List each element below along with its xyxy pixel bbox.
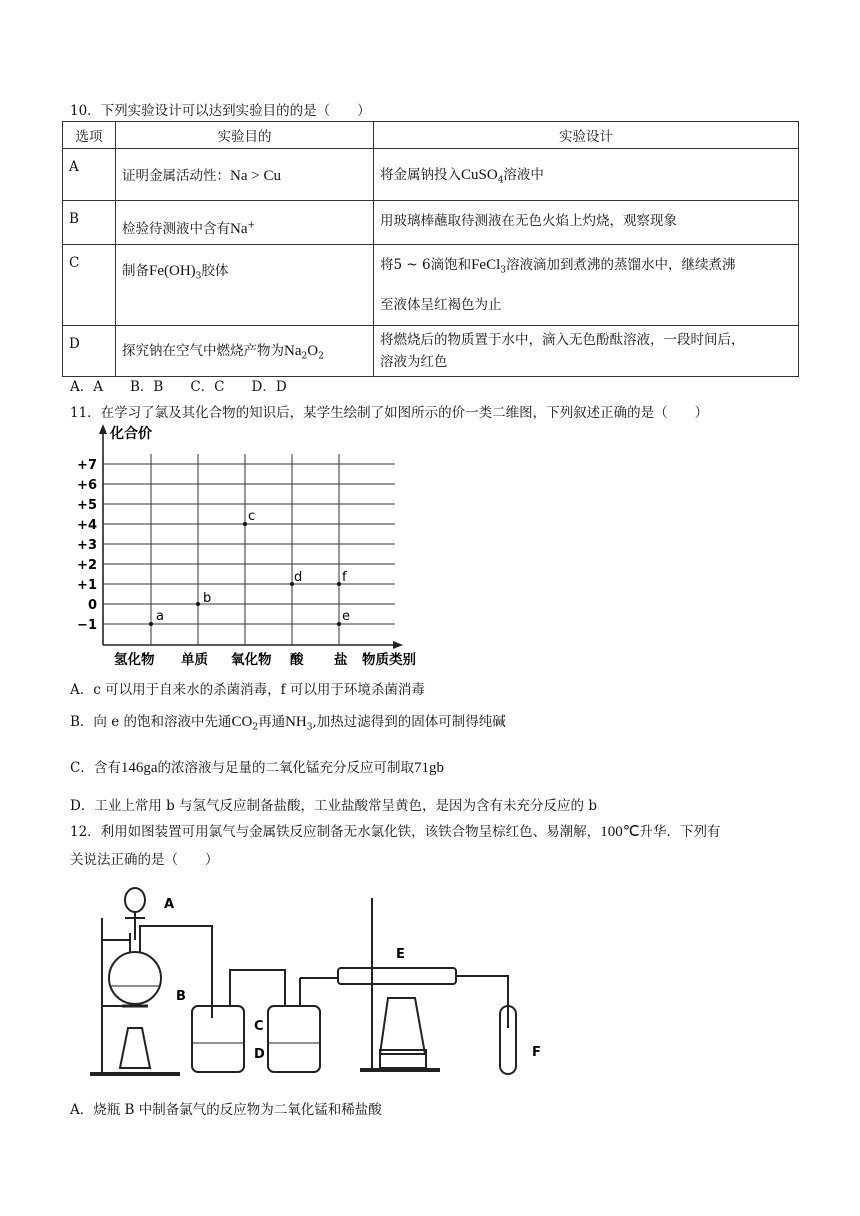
y-tick-label: +1 bbox=[77, 578, 97, 593]
q11-option-c: C．含有146ga的浓溶液与足量的二氧化锰充分反应可制取71gb bbox=[70, 760, 445, 776]
valence-class-chart-svg bbox=[70, 422, 430, 672]
y-axis-title: 化合价 bbox=[110, 426, 152, 442]
y-tick-label: +3 bbox=[77, 538, 97, 553]
table-row bbox=[63, 201, 799, 245]
q11-stem: 11．在学习了氯及其化合物的知识后，某学生绘制了如图所示的价一类二维图，下列叙述正确的是（ ） bbox=[70, 405, 709, 421]
apparatus-svg bbox=[80, 878, 560, 1086]
point-label-f: f bbox=[342, 570, 347, 585]
row-goal: 证明金属活动性：Na > Cu bbox=[116, 149, 374, 201]
row-option: A bbox=[63, 149, 116, 201]
label-d: D bbox=[254, 1047, 265, 1062]
vertical-grid bbox=[151, 454, 339, 645]
label-b: B bbox=[176, 989, 186, 1004]
burner-base-2 bbox=[380, 1050, 426, 1068]
y-tick-label: +5 bbox=[77, 498, 97, 513]
label-a: A bbox=[164, 897, 175, 912]
bottle-d bbox=[268, 1006, 320, 1072]
q11-option-d: D．工业上常用 b 与氢气反应制备盐酸，工业盐酸常呈黄色，是因为含有未充分反应的 b bbox=[70, 798, 597, 814]
x-label: 单质 bbox=[181, 652, 208, 668]
row-design: 将5 ~ 6滴饱和FeCl$_3$溶液滴加到煮沸的蒸馏水中，继续煮沸 至液体呈红褐色为止 bbox=[374, 245, 799, 326]
x-label: 氧化物 bbox=[231, 652, 272, 668]
header-option: 选项 bbox=[63, 122, 116, 149]
y-tick-label: 0 bbox=[87, 598, 97, 613]
y-tick-label: −1 bbox=[77, 618, 97, 633]
q10-stem: 10．下列实验设计可以达到实验目的的是（ ） bbox=[70, 103, 371, 119]
point-e bbox=[337, 622, 341, 626]
y-tick-label: +2 bbox=[77, 558, 97, 573]
row-goal: 探究钠在空气中燃烧产物为$Na_2O_2$ bbox=[116, 325, 374, 376]
point-label-a: a bbox=[156, 609, 164, 624]
q12-option-a: A．烧瓶 B 中制备氯气的反应物为二氧化锰和稀盐酸 bbox=[70, 1102, 382, 1118]
label-e: E bbox=[396, 947, 405, 962]
row-design: 用玻璃棒蘸取待测液在无色火焰上灼烧，观察现象 bbox=[374, 201, 799, 245]
x-label: 盐 bbox=[334, 652, 348, 668]
y-tick-label: +4 bbox=[77, 518, 97, 533]
y-tick-label: +7 bbox=[77, 458, 97, 473]
row-goal: 制备$Fe(OH)_3$胶体 bbox=[116, 245, 374, 326]
table-header-row bbox=[63, 122, 799, 149]
point-label-e: e bbox=[342, 609, 350, 624]
x-label: 氢化物 bbox=[114, 652, 155, 668]
header-design: 实验设计 bbox=[374, 122, 799, 149]
point-c bbox=[243, 522, 247, 526]
y-axis-arrow bbox=[99, 424, 107, 434]
q12-stem-line1: 12．利用如图装置可用氯气与金属铁反应制备无水氯化铁，该铁合物呈棕红色、易潮解，100℃升华．下列有 bbox=[70, 824, 721, 840]
flask-b bbox=[109, 952, 161, 1004]
horizontal-grid bbox=[103, 464, 395, 624]
apparatus-diagram bbox=[80, 878, 560, 1086]
experiment-table bbox=[62, 121, 799, 377]
x-label: 物质类别 bbox=[362, 652, 416, 668]
y-tick-label: +6 bbox=[77, 478, 97, 493]
point-b bbox=[196, 602, 200, 606]
label-f: F bbox=[532, 1045, 541, 1060]
q11-option-b: B．向 e 的饱和溶液中先通$CO_2$再通$NH_3$,加热过滤得到的固体可制得纯碱 bbox=[70, 714, 506, 733]
label-c: C bbox=[254, 1019, 264, 1034]
row-design: 将燃烧后的物质置于水中，滴入无色酚酞溶液，一段时间后， 溶液为红色 bbox=[374, 325, 799, 376]
table-row bbox=[63, 325, 799, 376]
point-f bbox=[337, 582, 341, 586]
row-option: B bbox=[63, 201, 116, 245]
point-label-d: d bbox=[294, 570, 303, 585]
row-option: D bbox=[63, 325, 116, 376]
row-design: 将金属钠投入CuSO$_4$溶液中 bbox=[374, 149, 799, 201]
funnel-a bbox=[125, 888, 145, 912]
header-goal: 实验目的 bbox=[116, 122, 374, 149]
row-goal: 检验待测液中含有Na+ bbox=[116, 201, 374, 245]
table-row bbox=[63, 245, 799, 326]
q11-option-a: A．c 可以用于自来水的杀菌消毒，f 可以用于环境杀菌消毒 bbox=[70, 682, 425, 698]
table-row bbox=[63, 149, 799, 201]
tube-e bbox=[338, 968, 456, 984]
row-option: C bbox=[63, 245, 116, 326]
valence-class-chart bbox=[70, 422, 430, 672]
point-label-c: c bbox=[248, 509, 256, 524]
q12-stem-line2: 关说法正确的是（ ） bbox=[70, 852, 219, 868]
q10-answer-options: A．A B．B C．C D．D bbox=[70, 379, 287, 395]
x-label: 酸 bbox=[290, 652, 304, 668]
point-label-b: b bbox=[203, 591, 212, 606]
bottle-c bbox=[192, 1006, 244, 1072]
burner-2 bbox=[380, 998, 425, 1054]
x-axis-arrow bbox=[393, 641, 403, 649]
point-a bbox=[149, 622, 153, 626]
burner-1 bbox=[120, 1028, 150, 1068]
